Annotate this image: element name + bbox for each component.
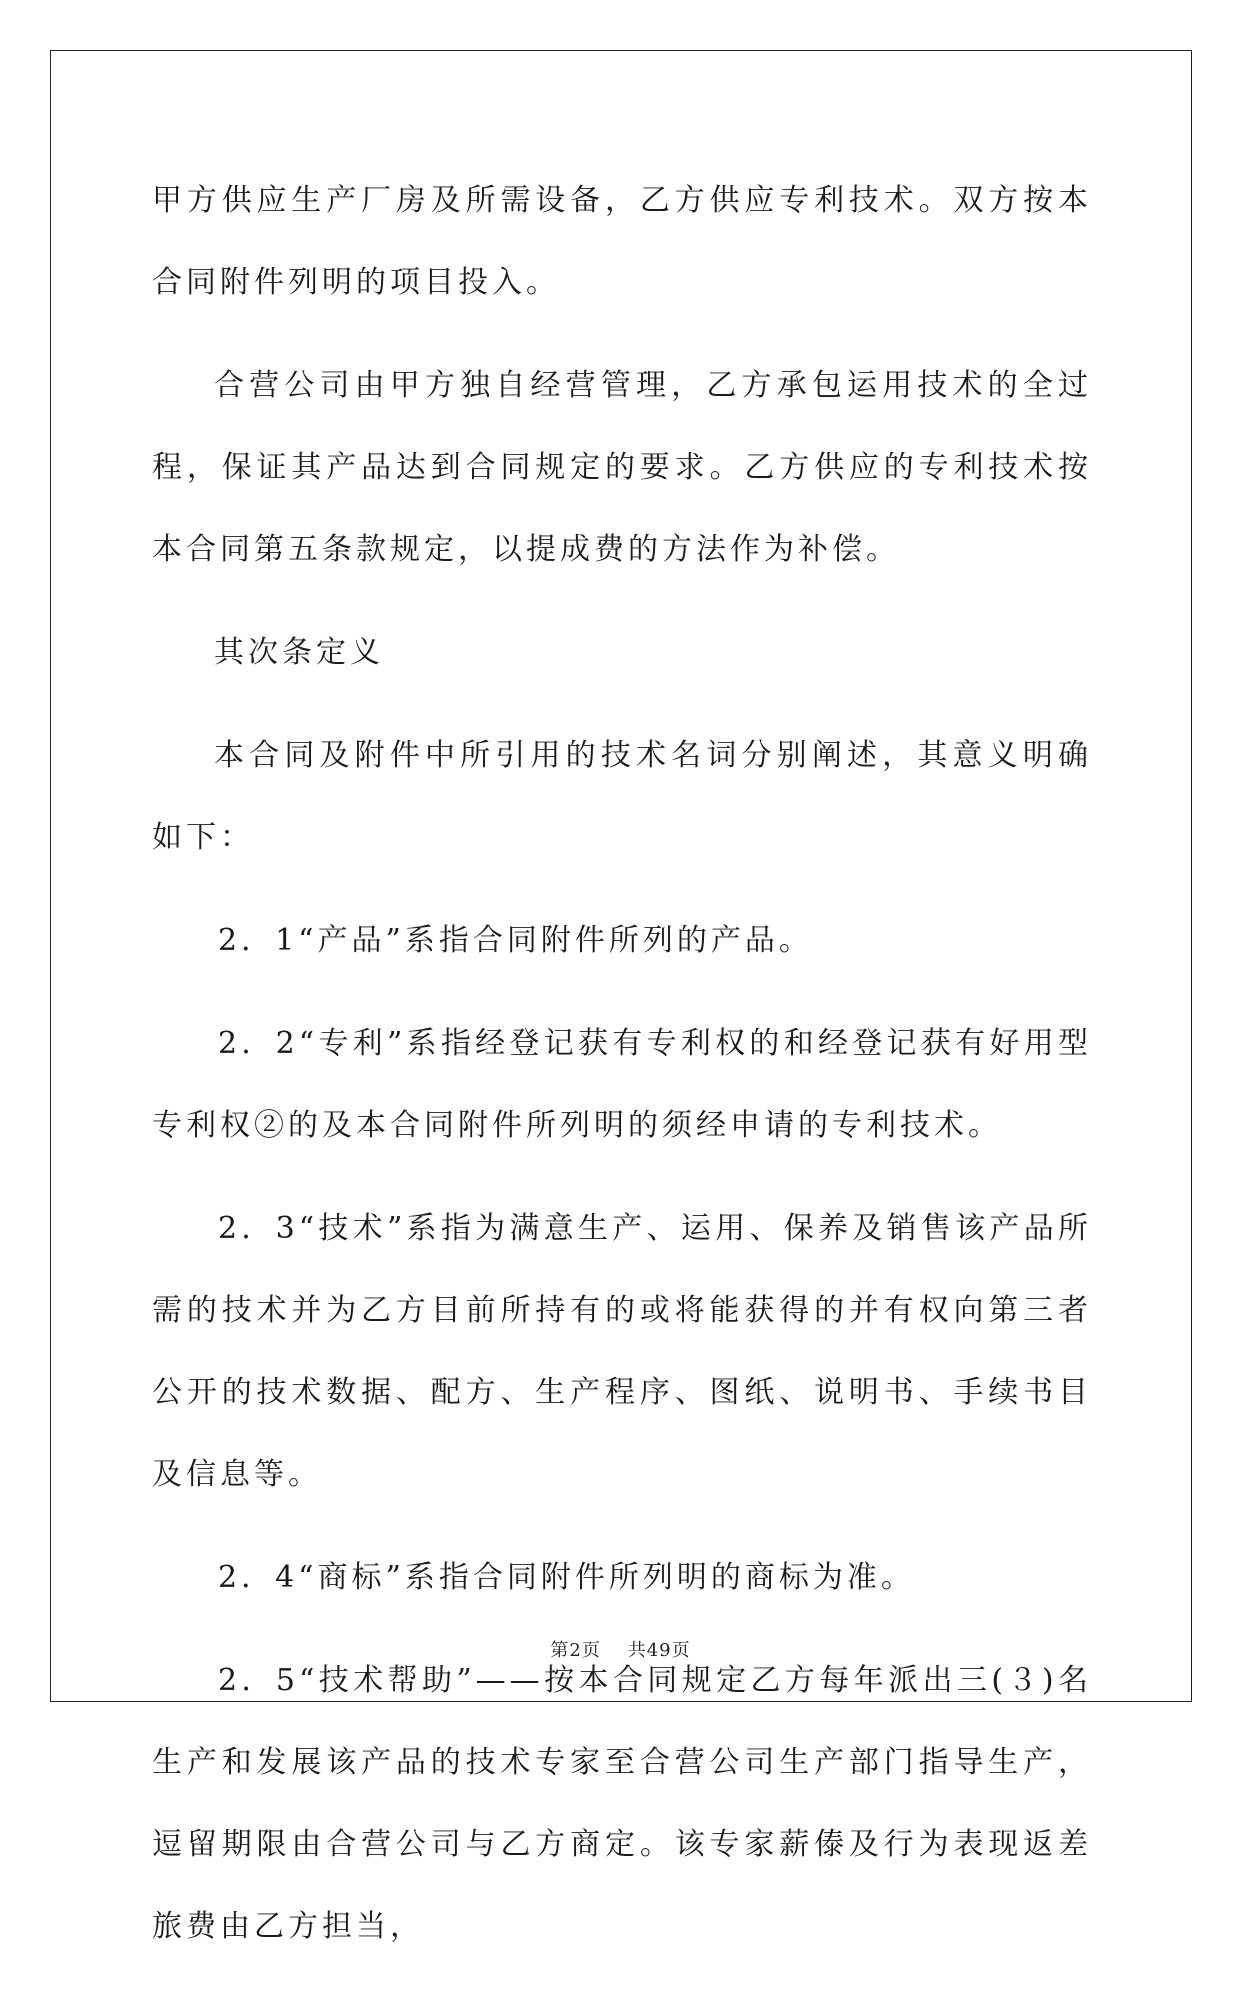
- clause-2-5: 2．5“技术帮助”——按本合同规定乙方每年派出三(３)名生产和发展该产品的技术专家至合营公司生产部门指导生产，逗留期限由合营公司与乙方商定。该专家薪傣及行为表现返差旅费由乙方担当，: [152, 1663, 1092, 1944]
- paragraph-joint-venture-management: 合营公司由甲方独自经营管理，乙方承包运用技术的全过程，保证其产品达到合同规定的要求。乙方供应的专利技术按本合同第五条款规定，以提成费的方法作为补偿。: [152, 368, 1092, 567]
- page-footer: [0, 1636, 1241, 1662]
- paragraph-continuation: 甲方供应生产厂房及所需设备，乙方供应专利技术。双方按本合同附件列明的项目投入。: [152, 183, 1092, 300]
- clause-2-3: 2．3“技术”系指为满意生产、运用、保养及销售该产品所需的技术并为乙方目前所持有的或将能获得的并有权向第三者公开的技术数据、配方、生产程序、图纸、说明书、手续书目及信息等。: [152, 1211, 1092, 1492]
- clause-2-2: 2．2“专利”系指经登记获有专利权的和经登记获有好用型专利权②的及本合同附件所列明的须经申请的专利技术。: [152, 1026, 1092, 1143]
- section-heading-definitions: 其次条定义: [214, 635, 384, 670]
- document-body: [152, 160, 1092, 1989]
- page-number-label: 第2页 共49页: [550, 1640, 691, 1661]
- paragraph-definitions-intro: 本合同及附件中所引用的技术名词分别阐述，其意义明确如下：: [152, 738, 1092, 855]
- clause-2-1: 2．1“产品”系指合同附件所列的产品。: [218, 923, 813, 958]
- clause-2-4: 2．4“商标”系指合同附件所列明的商标为准。: [218, 1560, 915, 1595]
